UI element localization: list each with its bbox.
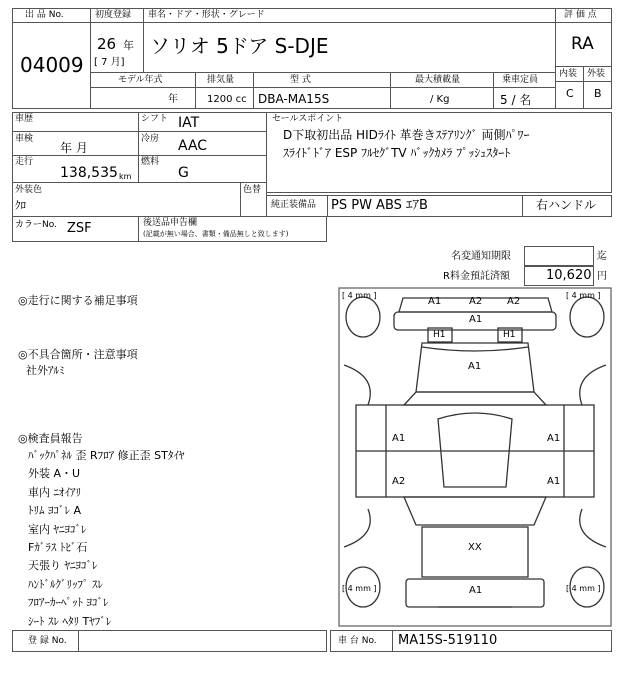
type-label: 型 式 (290, 75, 311, 85)
exterior-color-label: 外装色 (15, 185, 43, 195)
tire-front-right (570, 297, 604, 337)
displacement-label: 排気量 (207, 75, 235, 85)
color-no-value: ZSF (67, 221, 92, 236)
interior-label: 内装 (559, 69, 578, 79)
capacity-value: 5 / 名 (500, 93, 532, 107)
mark-lamp-h1-left: H1 (433, 330, 446, 340)
inspector-line: ﾄﾘﾑ ﾖｺﾞﾚ A (28, 504, 82, 518)
model-year-unit: 年 (168, 94, 178, 105)
defect-note-line: 社外ｱﾙﾐ (26, 364, 65, 377)
vehicle-damage-diagram (338, 287, 612, 627)
inspector-line: ｼｰﾄ ｽﾚ ﾍﾀﾘ Tﾔﾌﾞﾚ (28, 614, 112, 628)
first-reg-month: [ 7 月] (94, 57, 125, 68)
post-doc-label: 後送品申告欄 (143, 218, 198, 228)
mark-left-front-door: A1 (392, 433, 406, 444)
displacement-value: 1200 cc (207, 94, 247, 105)
handle-value: 右ハンドル (536, 198, 597, 212)
mark-left-rear-door: A2 (392, 476, 406, 487)
mark-bumper-a1: A1 (469, 314, 483, 325)
inspector-line: ﾊﾝﾄﾞﾙｸﾞﾘｯﾌﾟ ｽﾚ (28, 577, 103, 591)
inspector-line: 天張り ﾔﾆﾖｺﾞﾚ (28, 559, 98, 573)
first-reg-year-unit: 年 (123, 39, 134, 52)
vehicle-label: 車名・ドア・形状・グレード (148, 10, 265, 20)
exterior-grade: B (594, 87, 602, 100)
mileage-label: 走行 (15, 157, 34, 167)
inspection-label: 車検 (15, 134, 34, 144)
mark-front-a1-left: A1 (428, 296, 442, 307)
color-change-label: 色替 (243, 185, 262, 195)
interior-grade: C (566, 87, 574, 100)
corner-label-rear-left: [ 4 mm ] (342, 584, 377, 593)
mark-front-a2-right: A2 (507, 296, 521, 307)
recycle-unit: 円 (597, 271, 607, 282)
max-load-value: / Kg (430, 94, 450, 105)
shift-value: IAT (178, 115, 200, 131)
lot-label: 出 品 No. (25, 10, 64, 20)
exterior-color-box (12, 182, 267, 217)
inspector-line: 車内 ﾆｵｲｱﾘ (28, 485, 81, 499)
sales-point-line2: ｽﾗｲﾄﾞﾄﾞｱ ESP ﾌﾙｾｸﾞTV ﾊﾞｯｸｶﾒﾗ ﾌﾟｯｼｭｽﾀｰﾄ (283, 146, 511, 160)
vehicle-name: ソリオ 5ドア S-DJE (150, 34, 329, 58)
type-value: DBA-MA15S (258, 92, 330, 106)
tire-front-left (346, 297, 380, 337)
first-reg-label: 初度登録 (95, 10, 132, 20)
mark-lamp-h1-right: H1 (503, 330, 516, 340)
name-change-box (524, 246, 594, 266)
mark-rear-panel: XX (468, 542, 482, 553)
driving-notes-title: ◎走行に関する補足事項 (18, 294, 138, 307)
mark-right-front-door: A1 (547, 433, 561, 444)
ac-value: AAC (178, 138, 208, 154)
name-change-unit: 迄 (597, 251, 607, 262)
inspection-value: 年 月 (60, 141, 88, 155)
equipment-label: 純正装備品 (271, 200, 317, 210)
mark-right-rear-door: A1 (547, 476, 561, 487)
rating-value: RA (571, 34, 594, 54)
history-label: 車歴 (15, 114, 34, 124)
recycle-label: R料金預託済額 (443, 271, 510, 282)
corner-label-rear-right: [ 4 mm ] (566, 584, 601, 593)
mileage-value: 138,535 (60, 165, 118, 181)
exterior-color-value: ｸﾛ (15, 199, 26, 212)
mark-hood-a1: A1 (468, 361, 482, 372)
corner-label-front-right: [ 4 mm ] (566, 291, 601, 300)
fuel-value: G (178, 165, 189, 181)
shift-label: シフト (141, 114, 169, 124)
model-year-label: モデル年式 (118, 75, 163, 85)
fuel-label: 燃料 (141, 157, 160, 167)
corner-label-front-left: [ 4 mm ] (342, 291, 377, 300)
max-load-label: 最大積載量 (415, 75, 461, 85)
lot-number: 04009 (20, 53, 84, 77)
sales-point-line1: D下取初出品 HIDﾗｲﾄ 革巻きｽﾃｱﾘﾝｸﾞ 両側ﾊﾟﾜｰ (283, 128, 530, 142)
inspector-lines (28, 447, 184, 631)
inspector-line: 外装 A・U (28, 467, 81, 481)
defect-notes-title: ◎不具合箇所・注意事項 (18, 348, 138, 361)
details-box (12, 112, 267, 183)
post-doc-note: (記載が無い場合、書類・備品無しと致します) (143, 230, 289, 238)
chassis-number: MA15S-519110 (398, 633, 498, 648)
chassis-label: 車 台 No. (338, 636, 377, 646)
mileage-unit: km (119, 172, 132, 181)
recycle-value: 10,620 (546, 268, 592, 283)
inspector-line: 室内 ﾔﾆﾖｺﾞﾚ (28, 522, 87, 536)
sales-point-label: セールスポイント (272, 114, 344, 124)
name-change-label: 名変通知期限 (451, 251, 511, 262)
exterior-label: 外装 (587, 69, 606, 79)
equipment-value: PS PW ABS ｴｱB (331, 198, 428, 213)
capacity-label: 乗車定員 (502, 75, 539, 85)
inspector-line: ﾌﾛｱｰｶｰﾍﾟｯﾄ ﾖｺﾞﾚ (28, 596, 109, 610)
mark-front-a2: A2 (469, 296, 483, 307)
inspector-line: Fｶﾞﾗｽ ﾄﾋﾞ石 (28, 541, 88, 555)
registration-label: 登 録 No. (28, 636, 67, 646)
inspector-title: ◎検査員報告 (18, 432, 83, 445)
color-no-label: カラーNo. (15, 220, 57, 230)
rating-label: 評 価 点 (564, 10, 597, 20)
first-reg-year: 26 (97, 35, 117, 53)
ac-label: 冷房 (141, 134, 160, 144)
inspector-line: ﾊﾞｯｸﾊﾟﾈﾙ 歪 Rﾌﾛｱ 修正歪 STﾀｲﾔ (28, 449, 185, 462)
mark-rear-bumper: A1 (469, 585, 483, 596)
